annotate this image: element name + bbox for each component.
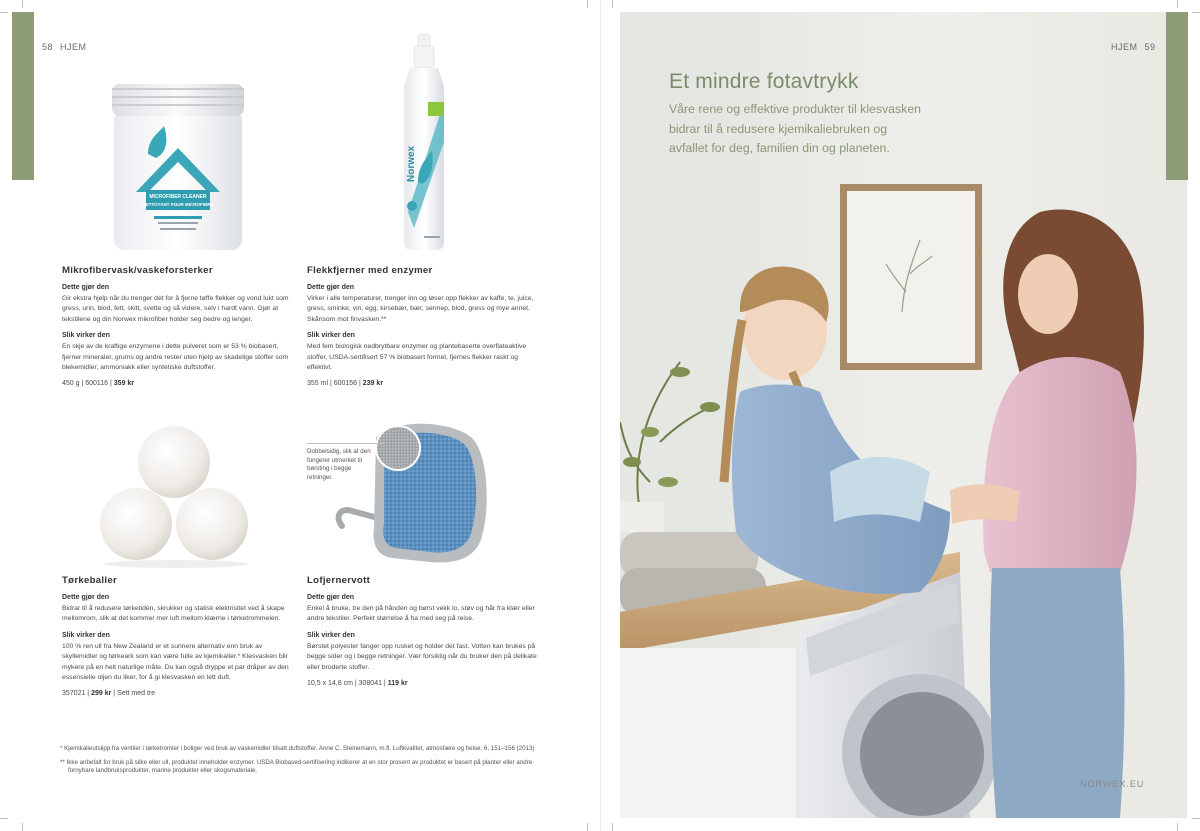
crop-mark (1177, 823, 1178, 831)
folio-right (1111, 42, 1160, 52)
website-url: NORWEX.EU (1080, 779, 1145, 789)
crop-mark (22, 823, 23, 831)
section-tab-right (1166, 12, 1188, 180)
product-title: Flekkfjerner med enzymer (307, 265, 433, 276)
product-subheading: Slik virker den (62, 332, 110, 340)
product-meta: 355 ml | 600156 | (307, 380, 363, 388)
product-subheading: Dette gjør den (307, 284, 355, 291)
page-number-right: 59 (1144, 42, 1156, 52)
crop-mark (0, 12, 8, 13)
crop-mark (587, 0, 588, 8)
product-description: En skje av de kraftige enzymene i dette pulveret som er 53 % biobasert, fjerner mineraler, grums og andre rester uten hjelp av skadelige stoffer som blekemidler, ammoniakk eller syntetiske duftstoffer. (62, 343, 289, 372)
product-price: 239 kr (362, 380, 384, 388)
dryer-balls-image (96, 418, 256, 568)
product-price: 299 kr (91, 690, 112, 698)
crop-mark (1177, 0, 1178, 8)
product-title: Mikrofibervask/vaskeforsterker (62, 265, 213, 276)
product-subheading: Dette gjør den (62, 284, 110, 291)
product-description: Bidrar til å redusere tørketiden, skrukker og statisk elektrisitet ved å skape mellomrom, slik at det kommer mer luft mellom klærne i tørketrommelen. (62, 605, 285, 623)
product-subheading: Slik virker den (307, 631, 355, 639)
crop-mark (1192, 818, 1200, 819)
product-meta: 357021 | (62, 690, 92, 698)
product-extra: | Sett med tre (111, 690, 156, 698)
product-subheading: Dette gjør den (307, 594, 355, 601)
product-price-line (307, 680, 543, 687)
page-number-left: 58 (42, 42, 54, 52)
headline-block (669, 70, 929, 159)
product-description: Børstet polyester fanger opp rusket og holder det fast. Votten kan brukes på begge sider og i begge retninger. Vær forsiktig når du bruker den på delikate eller broderte stoffer. (307, 642, 537, 671)
product-description: Virker i alle temperaturer, trenger inn og løser opp flekker av kaffe, te, juice, gress, sminke, vin, egg, kirsebær, bær, sennep, blod, gress og mye annet. Skånsom mot finvasken.** (307, 295, 534, 323)
product-title: Lofjernervott (307, 575, 371, 586)
product-price-line (62, 690, 298, 697)
footnotes (60, 745, 540, 781)
crop-mark (587, 823, 588, 831)
crop-mark (1192, 12, 1200, 13)
product-meta: 450 g | 600116 | (62, 380, 114, 388)
bottle-brand: Norwex (406, 145, 417, 182)
folio-left (42, 42, 91, 52)
product-description: Med fem biologisk nedbrytbare enzymer og plantebaserte overflateaktive stoffer, USDA-sertifisert 57 % biobasert formel, fjernes flekker raskt og effektivt. (307, 343, 527, 372)
product-price: 359 kr (113, 380, 135, 388)
product-price: 119 kr (387, 680, 408, 688)
product-price-line (62, 380, 298, 387)
section-label-left: HJEM (60, 42, 87, 52)
section-tab-left (12, 12, 34, 180)
stain-remover-bottle-image (388, 32, 460, 252)
product-block-stain-remover (307, 265, 543, 387)
product-description: Enkel å bruke, tre den på hånden og børst vekk lo, støv og hår fra klær eller andre tekstiler. Perfekt størrelse å ha med seg på reise. (307, 605, 535, 623)
microfiber-cleaner-jar-image (108, 82, 248, 252)
crop-mark (612, 0, 613, 8)
product-price-line (307, 380, 543, 387)
product-title: Tørkeballer (62, 575, 118, 586)
lint-mitt-image (332, 418, 492, 568)
footnote: ** Ikke anbefalt for bruk på silke eller ull, produktet inneholder enzymer. USDA Biobased-sertifisering indikerer at en stor prosent av produktet er basert på planter eller andre fornybare landbruksprodukter, marine produkter eller skogsmateriale. (60, 758, 533, 775)
mitt-callout: Dobbelsidig, slik at den fungerer utmerket til børsting i begge retninger. (307, 448, 371, 481)
crop-mark (612, 823, 613, 831)
jar-label-en: MICROFIBER CLEANER (149, 194, 207, 200)
product-subheading: Slik virker den (62, 631, 110, 639)
product-block-microfiber-wash (62, 265, 298, 387)
product-subheading: Slik virker den (307, 332, 355, 340)
crop-mark (0, 818, 8, 819)
product-block-lint-mitt (307, 575, 543, 687)
product-description: 100 % ren ull fra New Zealand er et sunnere alternativ enn bruk av skyllemidler og tørkeark som kan være fulle av kjemikalier.* Klesvasken blir mykere på en helt naturlige måte. Du kan også dryppe et par dråper av den essensielle oljen du liker, for å gi klesvasken en lett duft. (62, 642, 289, 682)
product-block-dryer-balls (62, 575, 298, 697)
gutter-line (600, 0, 601, 831)
footnote: * Kjemikalieutslipp fra ventiler i tørketromler i boliger ved bruk av vaskemidler tilsatt duftstoffer. Anne C. Steinemann, m.fl. Luftkvalitet, atmosfære og helse, 6, 151–156 (2013) (60, 745, 535, 752)
page-headline: Et mindre fotavtrykk (669, 70, 859, 93)
product-subheading: Dette gjør den (62, 594, 110, 601)
section-label-right: HJEM (1111, 42, 1138, 52)
product-description: Gir ekstra hjelp når du trenger det for å fjerne tøffe flekker og vond lukt som gress, urin, blod, fett, skitt, svette og så videre, selv i hardt vann. Gjør at tekstilene og din Norwex mikrofiber holder seg bedre og lenger. (62, 295, 289, 323)
jar-label-fr: NETTOYANT POUR MICROFIBRE (142, 202, 214, 207)
crop-mark (22, 0, 23, 8)
left-page (0, 0, 580, 831)
intro-text: Våre rene og effektive produkter til klesvasken bidrar til å redusere kjemikaliebruken og avfallet for deg, familien din og planeten. (669, 102, 921, 155)
callout-rule (307, 443, 385, 444)
product-meta: 10,5 x 14,8 cm | 308041 | (307, 680, 388, 688)
